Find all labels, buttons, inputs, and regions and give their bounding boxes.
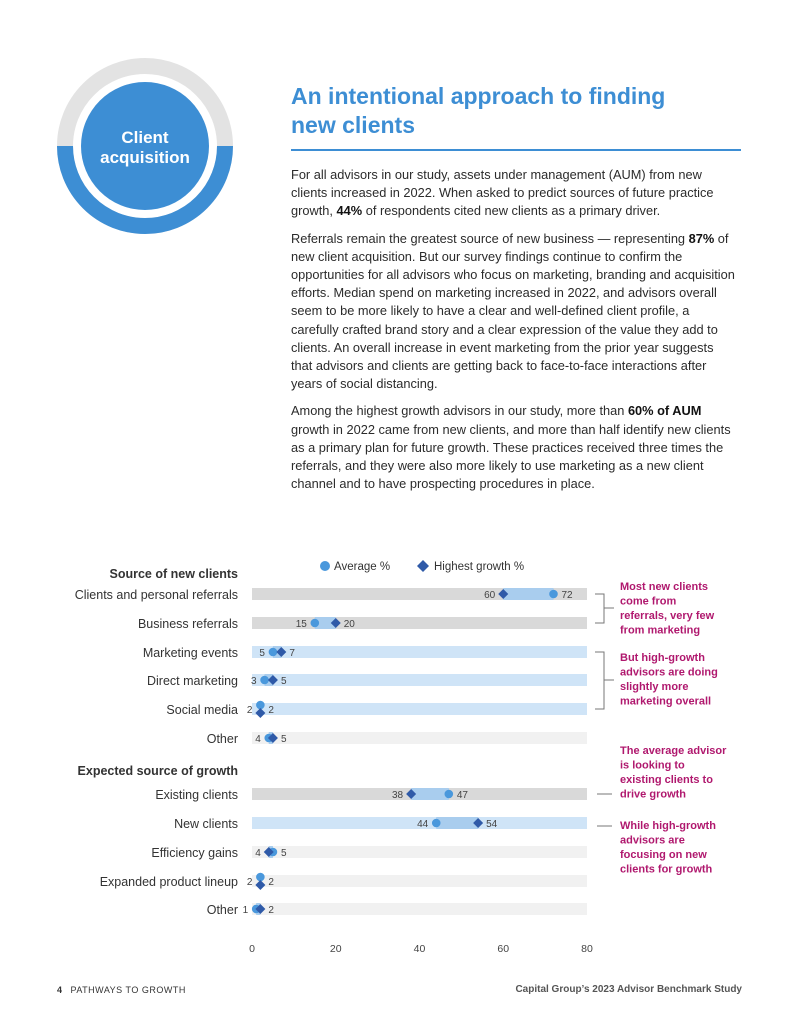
title-divider bbox=[291, 149, 741, 151]
row-label: Other bbox=[206, 903, 238, 917]
chart-group-header: Expected source of growth bbox=[77, 764, 238, 778]
highest-value-label: 5 bbox=[280, 734, 287, 745]
row-bar bbox=[252, 703, 587, 715]
chart-group-header: Source of new clients bbox=[109, 567, 238, 581]
x-tick-label: 20 bbox=[329, 943, 342, 955]
chart-annotation-line: But high-growth bbox=[620, 652, 705, 664]
average-value-label: 4 bbox=[255, 734, 261, 745]
chart-annotation-line: slightly more bbox=[620, 681, 689, 693]
legend-average-marker bbox=[320, 561, 330, 571]
average-value-label: 1 bbox=[242, 905, 249, 916]
row-bar bbox=[252, 674, 587, 686]
page-title-line2: new clients bbox=[291, 112, 415, 138]
footer-section bbox=[57, 985, 186, 995]
row-bar bbox=[252, 903, 587, 915]
highest-value-label: 4 bbox=[255, 848, 261, 859]
paragraph-1-text-end: of respondents cited new clients as a primary driver. bbox=[362, 203, 661, 219]
row-label: Clients and personal referrals bbox=[74, 588, 238, 602]
legend-average-label: Average % bbox=[334, 561, 391, 573]
paragraph-3-highlight: 60% of AUM bbox=[627, 403, 702, 419]
chart-annotation-line: The average advisor bbox=[620, 745, 727, 757]
row-bar bbox=[252, 875, 587, 887]
chart-annotation-line: focusing on new bbox=[620, 849, 707, 861]
average-value-label: 72 bbox=[561, 590, 573, 601]
chart-annotation-line: While high-growth bbox=[620, 820, 716, 832]
average-dot bbox=[432, 819, 441, 828]
range-highlight bbox=[436, 817, 478, 829]
x-tick-label: 40 bbox=[413, 943, 426, 955]
chart-annotation-line: referrals, very few bbox=[620, 610, 715, 622]
paragraph-3-text: Among the highest growth advisors in our study, more than bbox=[291, 403, 628, 419]
annotation-bracket-referrals bbox=[595, 594, 614, 623]
paragraph-2-highlight: 87% bbox=[688, 230, 715, 246]
chart-annotation bbox=[620, 745, 727, 801]
chart-annotation-line: advisors are doing bbox=[620, 666, 718, 679]
chart-annotation-line: come from bbox=[620, 595, 677, 608]
chart-annotation-line: clients for growth bbox=[620, 863, 713, 876]
paragraph-2-text-end: of new client acquisition. But our survey findings continue to confirm the opportunities for all advisors who focus on marketing, branding and acquisition efforts. Median spend on marketing increased in 2022, and advisors overall seem to be more likely to have a clear and well-defined client profile, a carefully crafted brand story and a clear expression of the value they add to clients. An overall increase in event marketing from the prior year suggests that advisors and clients are getting back to face-to-face interactions after years of social distancing. bbox=[291, 230, 735, 392]
chart-annotation-line: is looking to bbox=[620, 759, 685, 772]
badge-label-line1: Client bbox=[121, 128, 169, 147]
average-value-label: 5 bbox=[259, 648, 265, 659]
footer-study-title: Capital Group’s 2023 Advisor Benchmark Study bbox=[515, 984, 742, 995]
highest-value-label: 2 bbox=[268, 705, 274, 716]
paragraph-1-text: For all advisors in our study, assets under management (AUM) from new clients increased in 2022. When asked to predict sources of future practice growth, bbox=[291, 167, 714, 219]
highest-value-label: 60 bbox=[484, 590, 496, 601]
average-dot bbox=[260, 676, 269, 685]
highest-value-label: 38 bbox=[392, 790, 404, 801]
badge-label-line2: acquisition bbox=[100, 148, 190, 167]
body-text bbox=[291, 166, 737, 502]
row-bar bbox=[252, 846, 587, 858]
chart-annotation-line: marketing overall bbox=[620, 695, 712, 708]
average-value-label: 44 bbox=[417, 819, 429, 830]
average-value-label: 5 bbox=[280, 848, 287, 859]
average-value-label: 2 bbox=[246, 705, 253, 716]
x-tick-label: 0 bbox=[249, 943, 255, 955]
chart-annotation-line: from marketing bbox=[620, 624, 701, 637]
badge-label bbox=[57, 128, 233, 168]
row-label: Marketing events bbox=[142, 646, 238, 660]
chart-annotation bbox=[620, 652, 718, 708]
row-label: Direct marketing bbox=[147, 674, 238, 688]
row-label: Efficiency gains bbox=[151, 846, 238, 860]
average-value-label: 2 bbox=[246, 877, 253, 888]
average-dot bbox=[445, 790, 454, 799]
row-label: Other bbox=[206, 732, 238, 746]
row-bar bbox=[252, 646, 587, 658]
chart-annotation-line: existing clients to bbox=[620, 774, 713, 786]
chart-annotation-line: advisors are bbox=[620, 834, 685, 847]
page-title bbox=[291, 82, 741, 140]
average-value-label: 47 bbox=[456, 790, 468, 801]
chart-annotation bbox=[620, 581, 715, 637]
highest-value-label: 54 bbox=[486, 819, 498, 830]
chart-annotation-line: Most new clients bbox=[620, 581, 709, 593]
row-label: Existing clients bbox=[155, 788, 238, 802]
average-dot bbox=[269, 648, 278, 657]
highest-value-label: 7 bbox=[289, 648, 295, 659]
x-tick-label: 80 bbox=[581, 943, 593, 955]
dot-chart bbox=[0, 550, 800, 960]
average-value-label: 3 bbox=[251, 676, 257, 687]
paragraph-1-highlight: 44% bbox=[336, 203, 363, 219]
row-label: Business referrals bbox=[137, 617, 238, 631]
average-dot bbox=[549, 590, 558, 599]
paragraph-1 bbox=[291, 166, 737, 221]
legend-highest-marker bbox=[417, 560, 429, 572]
legend-highest-label: Highest growth % bbox=[434, 561, 525, 573]
page-number: 4 bbox=[57, 985, 63, 995]
average-dot bbox=[311, 619, 320, 628]
average-value-label: 15 bbox=[295, 619, 307, 630]
paragraph-2-text: Referrals remain the greatest source of new business — representing bbox=[291, 230, 689, 246]
page-title-line1: An intentional approach to finding bbox=[291, 83, 666, 109]
range-highlight bbox=[411, 788, 449, 800]
chart-annotation-line: drive growth bbox=[620, 788, 687, 801]
row-label: Social media bbox=[166, 703, 238, 717]
highest-value-label: 2 bbox=[268, 905, 274, 916]
section-name: PATHWAYS TO GROWTH bbox=[70, 985, 186, 995]
range-highlight bbox=[503, 588, 553, 600]
paragraph-3 bbox=[291, 402, 737, 493]
annotation-bracket-marketing bbox=[595, 652, 614, 709]
highest-value-label: 5 bbox=[280, 676, 287, 687]
row-bar bbox=[252, 732, 587, 744]
highest-value-label: 20 bbox=[343, 619, 355, 630]
highest-value-label: 2 bbox=[268, 877, 274, 888]
x-tick-label: 60 bbox=[497, 943, 510, 955]
paragraph-3-text-end: growth in 2022 came from new clients, and more than half identify new clients as a primary plan for future growth. These practices received three times the referrals, and they were also more likely to use marketing as a new client channel and to have prospecting procedures in place. bbox=[291, 421, 731, 492]
paragraph-2 bbox=[291, 230, 737, 394]
row-label: New clients bbox=[174, 817, 238, 831]
chart-annotation bbox=[620, 820, 716, 876]
row-label: Expanded product lineup bbox=[99, 875, 238, 889]
